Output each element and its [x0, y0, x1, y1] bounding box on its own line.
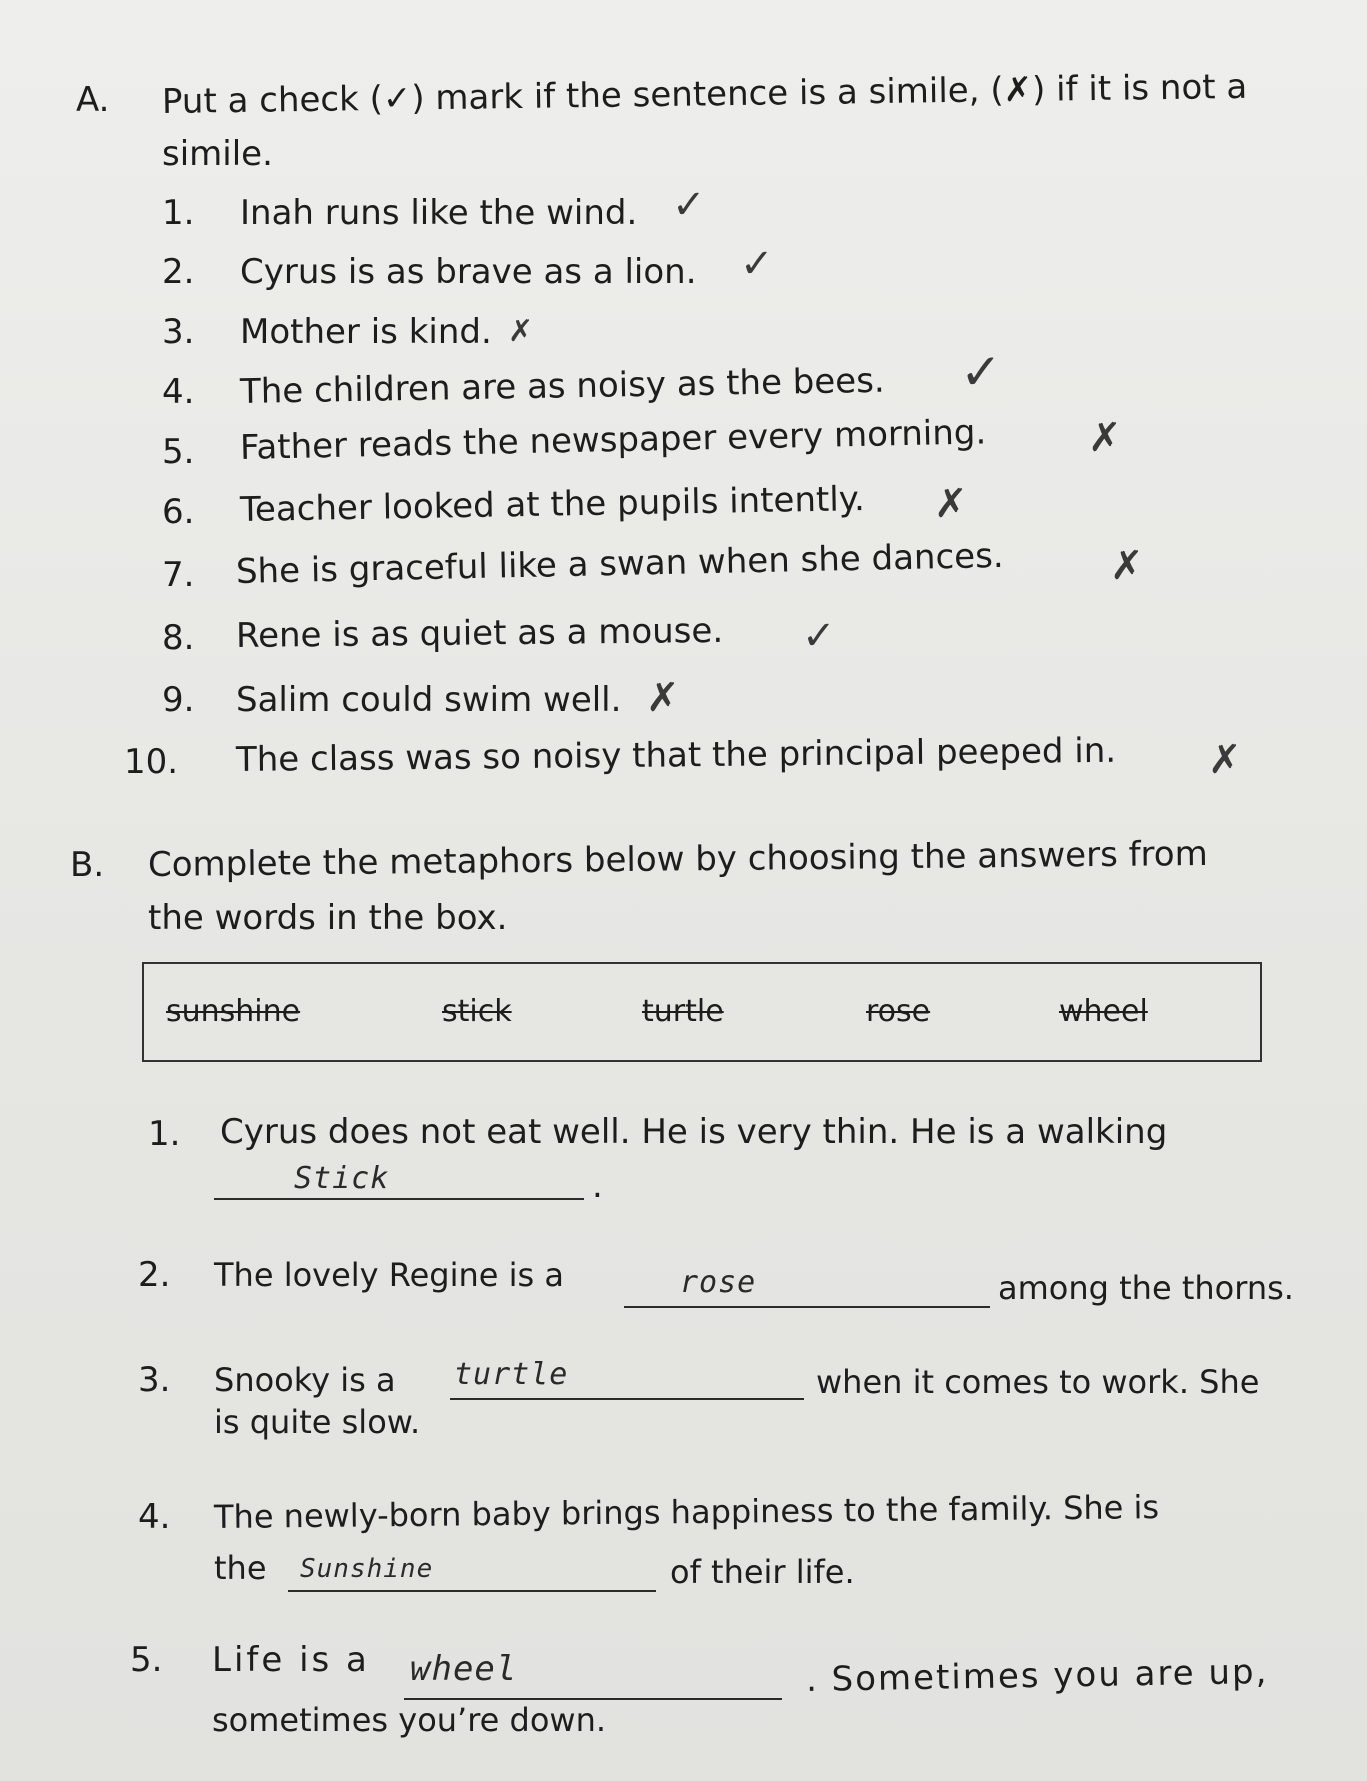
- handwritten-answer: turtle: [454, 1357, 569, 1392]
- box-word-turtle: turtle: [642, 994, 724, 1029]
- word-box: [142, 962, 1262, 1062]
- box-word-rose: rose: [866, 994, 931, 1029]
- item-number: 9.: [162, 680, 195, 720]
- question-text: of their life.: [670, 1553, 855, 1591]
- question-text: The newly-born baby brings happiness to the family. She is: [213, 1488, 1160, 1536]
- question-text: Cyrus does not eat well. He is very thin. He is a walking: [220, 1112, 1168, 1152]
- handwritten-answer: rose: [680, 1265, 757, 1300]
- item-number: 10.: [124, 742, 179, 782]
- handwritten-answer: wheel: [410, 1649, 518, 1689]
- section-b-instruction-line2: the words in the box.: [148, 898, 508, 938]
- question-punctuation: .: [592, 1166, 603, 1206]
- cross-mark: ✗: [1208, 737, 1242, 783]
- item-text: She is graceful like a swan when she dances.: [235, 535, 1005, 592]
- question-text: The lovely Regine is a: [214, 1256, 564, 1294]
- answer-blank: [288, 1590, 656, 1592]
- item-number: 4.: [162, 372, 195, 412]
- cross-mark: ✗: [1110, 543, 1144, 589]
- question-number: 4.: [138, 1497, 171, 1537]
- section-a-instruction-line2: simile.: [162, 134, 273, 174]
- question-text: the: [214, 1549, 267, 1587]
- cross-mark: ✗: [646, 675, 680, 721]
- check-mark: ✓: [960, 343, 1002, 401]
- item-text: Rene is as quiet as a mouse.: [235, 610, 724, 656]
- answer-blank: [624, 1306, 990, 1308]
- box-word-stick: stick: [442, 994, 512, 1029]
- question-text: when it comes to work. She: [816, 1363, 1260, 1401]
- question-text: sometimes you’re down.: [212, 1701, 607, 1739]
- item-number: 1.: [162, 193, 195, 233]
- question-text: Life is a: [212, 1640, 370, 1680]
- section-b-instruction-line1: Complete the metaphors below by choosing the answers from: [147, 833, 1208, 885]
- item-number: 8.: [162, 618, 195, 658]
- question-text: among the thorns.: [998, 1269, 1294, 1307]
- item-text: Father reads the newspaper every morning.: [239, 412, 987, 468]
- item-number: 5.: [162, 432, 195, 472]
- question-text: . Sometimes you are up,: [805, 1651, 1269, 1700]
- cross-mark: ✗: [934, 481, 968, 527]
- section-a-instruction-line1: Put a check (✓) mark if the sentence is a simile, (✗) if it is not a: [161, 66, 1248, 122]
- answer-blank: [450, 1398, 804, 1400]
- check-mark: ✓: [672, 182, 706, 228]
- box-word-sunshine: sunshine: [166, 994, 301, 1029]
- item-text: Inah runs like the wind.: [240, 193, 638, 233]
- item-text: Cyrus is as brave as a lion.: [240, 252, 697, 292]
- item-number: 6.: [162, 492, 195, 532]
- item-number: 7.: [162, 555, 195, 595]
- item-text: The class was so noisy that the principal peeped in.: [235, 730, 1117, 780]
- box-word-wheel: wheel: [1059, 994, 1148, 1029]
- item-text: Teacher looked at the pupils intently.: [239, 479, 866, 530]
- cross-mark: ✗: [508, 314, 534, 349]
- section-a-letter: A.: [76, 80, 110, 120]
- item-text: Mother is kind.: [240, 312, 492, 352]
- check-mark: ✓: [802, 613, 836, 659]
- item-number: 2.: [162, 252, 195, 292]
- handwritten-answer: Stick: [294, 1161, 390, 1196]
- question-number: 1.: [148, 1114, 181, 1154]
- handwritten-answer: Sunshine: [300, 1554, 434, 1584]
- check-mark: ✓: [740, 241, 774, 287]
- section-b-letter: B.: [70, 845, 105, 885]
- cross-mark: ✗: [1088, 415, 1122, 461]
- item-text: Salim could swim well.: [236, 680, 622, 720]
- question-text: is quite slow.: [214, 1403, 421, 1441]
- question-number: 3.: [138, 1360, 171, 1400]
- item-text: The children are as noisy as the bees.: [239, 360, 886, 412]
- answer-blank: [214, 1198, 584, 1200]
- item-number: 3.: [162, 312, 195, 352]
- question-number: 5.: [130, 1640, 163, 1680]
- question-number: 2.: [138, 1255, 171, 1295]
- question-text: Snooky is a: [214, 1361, 396, 1399]
